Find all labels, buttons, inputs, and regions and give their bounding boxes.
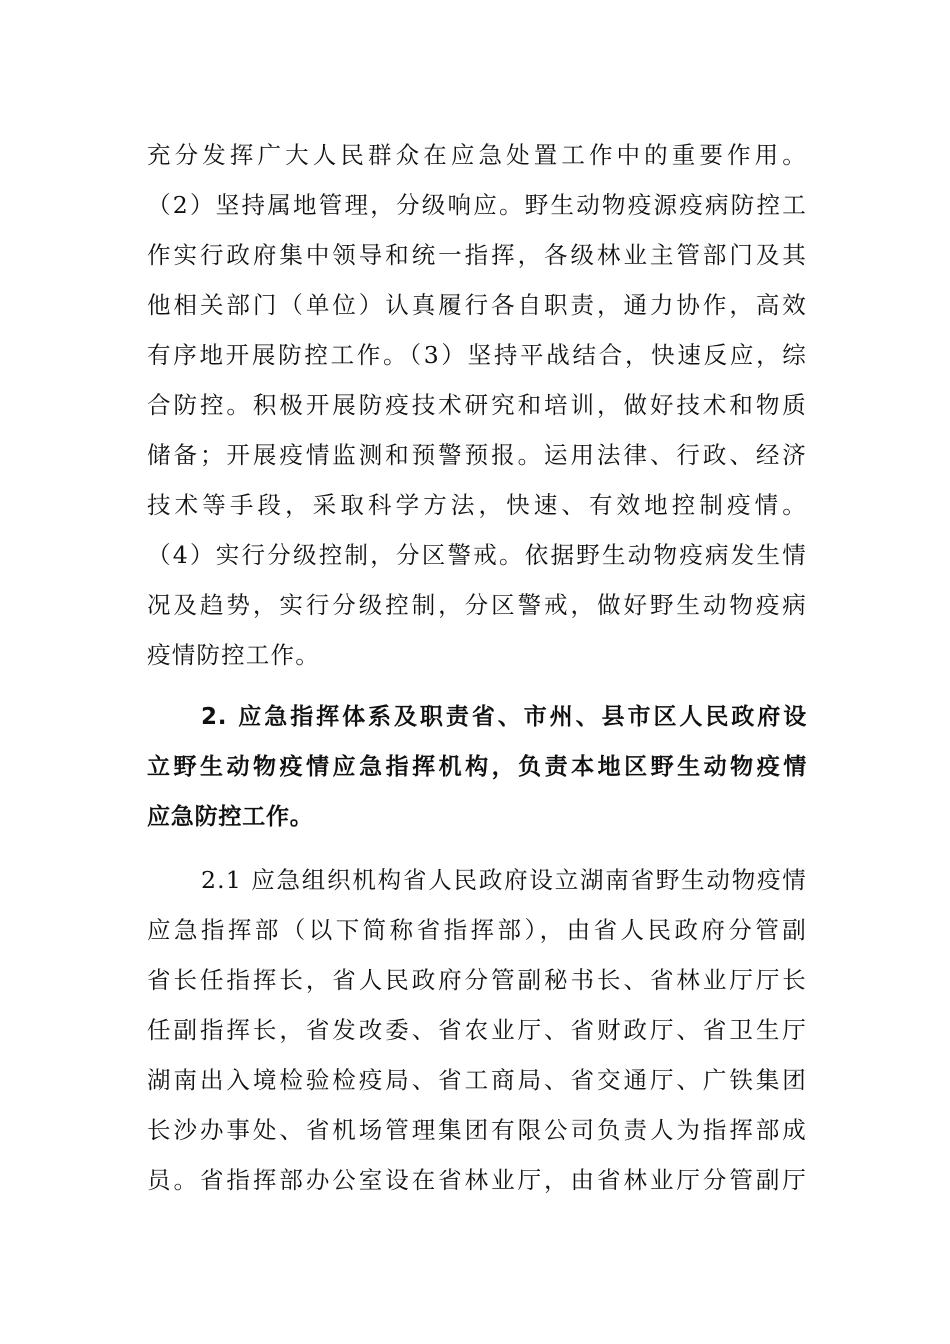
text-line: 应急指挥部（以下简称省指挥部），由省人民政府分管副 (147, 916, 807, 944)
text-line: 储备；开展疫情监测和预警预报。运用法律、行政、经济 (147, 441, 807, 469)
text-line: 湖南出入境检验检疫局、省工商局、省交通厅、广铁集团 (147, 1066, 807, 1094)
section-heading-2 (147, 692, 807, 842)
paragraph-organization (147, 855, 807, 1205)
text-line: 2.1 应急组织机构省人民政府设立湖南省野生动物疫情 (201, 866, 807, 894)
text-line: 技术等手段，采取科学方法，快速、有效地控制疫情。 (147, 491, 807, 519)
text-line: 作实行政府集中领导和统一指挥，各级林业主管部门及其 (147, 241, 807, 269)
heading-line: 应急防控工作。 (147, 804, 314, 830)
text-line: 任副指挥长，省发改委、省农业厅、省财政厅、省卫生厅 (147, 1016, 807, 1044)
text-line: （4）实行分级控制，分区警戒。依据野生动物疫病发生情 (147, 541, 807, 569)
text-line: 况及趋势，实行分级控制，分区警戒，做好野生动物疫病 (147, 591, 807, 619)
text-line: 他相关部门（单位）认真履行各自职责，通力协作，高效 (147, 291, 807, 319)
text-line: 合防控。积极开展防疫技术研究和培训，做好技术和物质 (147, 391, 807, 419)
heading-line: 2. 应急指挥体系及职责省、市州、县市区人民政府设 (201, 704, 807, 730)
text-line: 有序地开展防控工作。（3）坚持平战结合，快速反应，综 (147, 341, 807, 369)
heading-line: 立野生动物疫情应急指挥机构，负责本地区野生动物疫情 (147, 754, 807, 780)
text-line: （2）坚持属地管理，分级响应。野生动物疫源疫病防控工 (147, 191, 807, 219)
text-line: 员。省指挥部办公室设在省林业厅，由省林业厅分管副厅 (147, 1166, 807, 1194)
text-line: 长沙办事处、省机场管理集团有限公司负责人为指挥部成 (147, 1116, 807, 1144)
text-line: 省长任指挥长，省人民政府分管副秘书长、省林业厅厅长 (147, 966, 807, 994)
paragraph-principles (147, 130, 807, 680)
text-line: 疫情防控工作。 (147, 641, 320, 669)
text-line: 充分发挥广大人民群众在应急处置工作中的重要作用。 (147, 141, 807, 169)
